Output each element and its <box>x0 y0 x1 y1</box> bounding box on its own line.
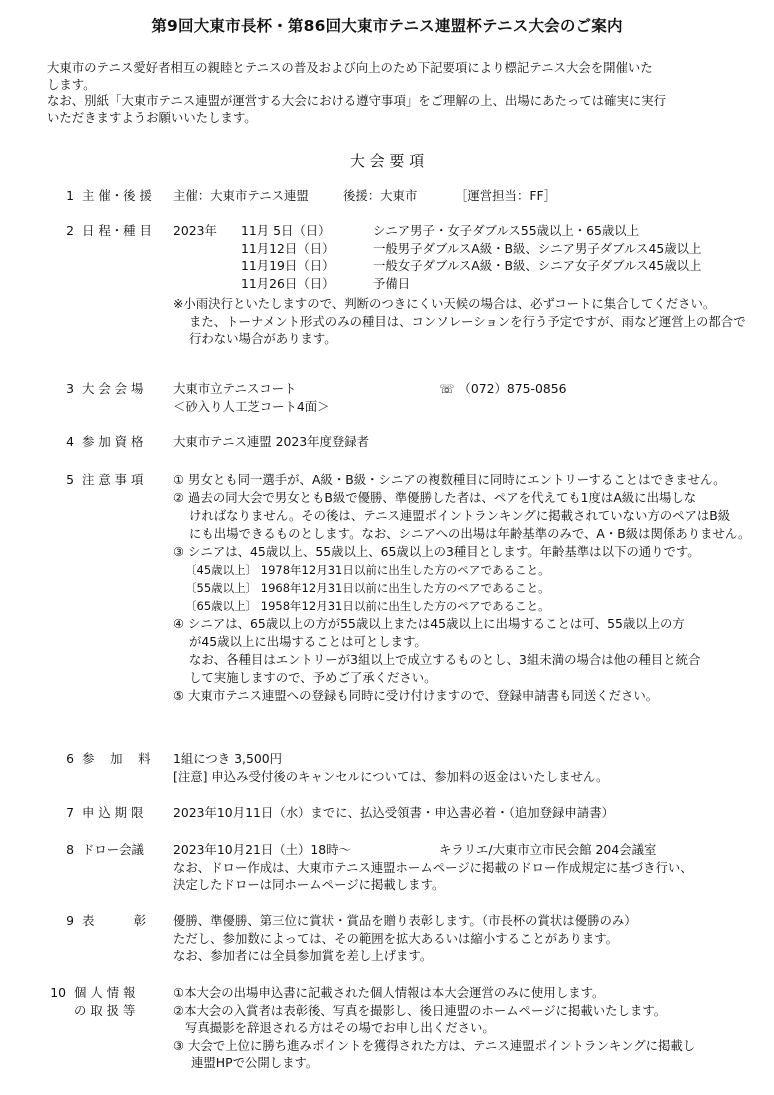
age-criteria-line: 〔55歳以上〕 1968年12月31日以前に出生した方のペアであること。 <box>185 581 550 595</box>
intro-line: いただきますようお願いいたします。 <box>47 109 257 125</box>
note-line: にも出場できるものとします。なお、シニアへの出場は年齢基準のみで、A・B級は関係ありません。 <box>189 526 751 541</box>
venue-phone: ☏ （072）875-0856 <box>439 381 567 396</box>
note-line: して実施しますので、予めご了承ください。 <box>189 670 437 685</box>
schedule-event: 予備日 <box>373 275 411 291</box>
section-content <box>173 841 763 894</box>
section-number: 6 <box>66 751 74 766</box>
section-label <box>58 912 166 930</box>
section-number: 3 <box>66 381 74 396</box>
sponsor-text: 後援：大東市 <box>343 188 418 203</box>
manager-text: ［運営担当：FF］ <box>455 188 556 203</box>
note-line: ければなりません。その後は、テニス連盟ポイントランキングに掲載されていない方のペアはB級 <box>189 508 731 523</box>
schedule-row <box>173 257 763 275</box>
schedule-event: 一般女子ダブルスA級・B級、シニア女子ダブルス45歳以上 <box>373 258 702 273</box>
section-label-text: 主 催・後 援 <box>82 188 152 203</box>
privacy-line: 写真撮影を辞退される方はその場でお申し出ください。 <box>185 1020 495 1035</box>
section-content <box>173 912 763 965</box>
intro-line: なお、別紙「大東市テニス連盟が運営する大会における遵守事項」をご理解の上、出場にあたっては確実に実行 <box>47 93 667 108</box>
note-line: ③ シニアは、45歳以上、55歳以上、65歳以上の3種目とします。年齢基準は以下の通りです。 <box>173 544 700 559</box>
rain-note: また、トーナメント形式のみの種目は、コンソレーションを行う予定ですが、雨など運営上の都合で <box>189 313 746 329</box>
note-line: が45歳以上に出場することは可とします。 <box>189 634 427 649</box>
schedule-year: 2023年 <box>173 223 217 238</box>
privacy-line: ②本大会の入賞者は表彰後、写真を撮影し、後日連盟のホームページに掲載いたします。 <box>173 1002 667 1018</box>
section-label <box>58 804 166 822</box>
note-line: ① 男女とも同一選手が、A級・B級・シニアの複数種目に同時にエントリーすることはできません。 <box>173 472 726 487</box>
section-content <box>173 187 763 205</box>
section-label-text: ドロー会議 <box>82 842 144 857</box>
schedule-event: 一般男子ダブルスA級・B級、シニア男子ダブルス45歳以上 <box>373 240 702 256</box>
schedule-row <box>173 240 763 258</box>
section-label <box>58 380 166 398</box>
intro-paragraph <box>47 60 747 126</box>
section-label-text: 注 意 事 項 <box>82 472 144 487</box>
section-number: 10 <box>50 985 66 1000</box>
draw-note: 決定したドローは同ホームページに掲載します。 <box>173 877 445 892</box>
section-label-text: 参 加 資 格 <box>82 434 144 449</box>
section-label <box>58 841 166 859</box>
fee-amount: 1組につき 3,500円 <box>173 751 282 766</box>
draw-note: なお、ドロー作成は、大東市テニス連盟ホームページに掲載のドロー作成規定に基づき行い、 <box>173 859 693 875</box>
schedule-date: 11月19日（日） <box>241 258 335 273</box>
deadline-text: 2023年10月11日（水）までに、払込受領書・申込書必着・（追加登録申請書） <box>173 805 614 820</box>
section-label <box>50 984 158 1002</box>
section-label-text: 日 程・種 目 <box>82 223 152 238</box>
meeting-place: キラリエ/大東市立市民会館 204会議室 <box>439 842 657 857</box>
schedule-event: シニア男子・女子ダブルス55歳以上・65歳以上 <box>373 223 640 238</box>
privacy-line: ①本大会の出場申込書に記載された個人情報は本大会運営のみに使用します。 <box>173 985 605 1000</box>
privacy-line: ③ 大会で上位に勝ち進みポイントを獲得された方は、テニス連盟ポイントランキングに掲載し <box>173 1037 696 1053</box>
meeting-datetime: 2023年10月21日（土）18時～ <box>173 842 351 857</box>
schedule-date: 11月 5日（日） <box>241 223 331 238</box>
section-label <box>58 187 166 205</box>
section-label <box>58 471 166 489</box>
section-number: 9 <box>66 913 74 928</box>
section-label <box>58 222 166 240</box>
section-label <box>58 750 166 768</box>
section-label-text: 参 加 料 <box>82 751 151 766</box>
section-label-text: 表 彰 <box>82 913 147 928</box>
privacy-line: 連盟HPで公開します。 <box>191 1055 319 1070</box>
section-content <box>173 804 763 822</box>
section-content <box>173 984 763 1072</box>
section-content <box>173 750 763 785</box>
rain-note: ※小雨決行といたしますので、判断のつきにくい天候の場合は、必ずコートに集合してください。 <box>173 296 716 311</box>
section-number: 7 <box>66 805 74 820</box>
award-line: ただし、参加数によっては、その範囲を拡大あるいは縮小することがあります。 <box>173 930 619 946</box>
note-line: ④ シニアは、65歳以上の方が55歳以上または45歳以上に出場することは可、55歳以上の方 <box>173 616 685 631</box>
document-title: 第9回大東市長杯・第86回大東市テニス連盟杯テニス大会のご案内 <box>151 17 623 35</box>
award-line: なお、参加者には全員参加賞を差し上げます。 <box>173 948 433 963</box>
schedule-date: 11月12日（日） <box>241 240 335 256</box>
section-number: 5 <box>66 472 74 487</box>
note-line: ⑤ 大東市テニス連盟への登録も同時に受け付けますので、登録申請書も同送ください。 <box>173 688 659 703</box>
note-line: ② 過去の同大会で男女ともB級で優勝、準優勝した者は、ペアを代えても1度はA級に出場しな <box>173 490 697 505</box>
intro-line: 大東市のテニス愛好者相互の親睦とテニスの普及および向上のため下記要項により標記テニス大会を開催いた <box>47 60 653 75</box>
age-criteria-line: 〔45歳以上〕 1978年12月31日以前に出生した方のペアであること。 <box>185 563 550 577</box>
section-label-text: 大 会 会 場 <box>82 381 144 396</box>
section-content <box>173 380 763 415</box>
schedule-date: 11月26日（日） <box>241 275 335 291</box>
section-heading: 大 会 要 項 <box>349 152 425 170</box>
section-content <box>173 471 763 705</box>
section-content <box>173 222 763 348</box>
schedule-row <box>173 222 763 240</box>
organizer-text: 主催：大東市テニス連盟 <box>173 188 309 203</box>
section-number: 2 <box>66 223 74 238</box>
schedule-row <box>173 275 763 293</box>
section-content <box>173 433 763 451</box>
intro-line: します。 <box>47 76 96 92</box>
venue-name: 大東市立テニスコート <box>173 381 297 396</box>
section-label-text: 申 込 期 限 <box>82 805 144 820</box>
section-number: 4 <box>66 434 74 449</box>
section-number: 8 <box>66 842 74 857</box>
venue-court: ＜砂入り人工芝コート4面＞ <box>173 398 330 414</box>
age-criteria-line: 〔65歳以上〕 1958年12月31日以前に出生した方のペアであること。 <box>185 599 550 613</box>
award-line: 優勝、準優勝、第三位に賞状・賞品を贈り表彰します。（市長杯の賞状は優勝のみ） <box>173 913 637 928</box>
section-number: 1 <box>66 188 74 203</box>
section-label-text: 個 人 情 報 <box>74 985 136 1000</box>
section-label-continued: の 取 扱 等 <box>74 1003 136 1018</box>
rain-note: 行わない場合があります。 <box>189 331 337 346</box>
eligibility-text: 大東市テニス連盟 2023年度登録者 <box>173 434 370 449</box>
fee-note: [注意] 申込み受付後のキャンセルについては、参加料の返金はいたしません。 <box>173 768 609 784</box>
section-label <box>58 433 166 451</box>
note-line: なお、各種目はエントリーが3組以上で成立するものとし、3組未満の場合は他の種目と統合 <box>189 652 701 667</box>
